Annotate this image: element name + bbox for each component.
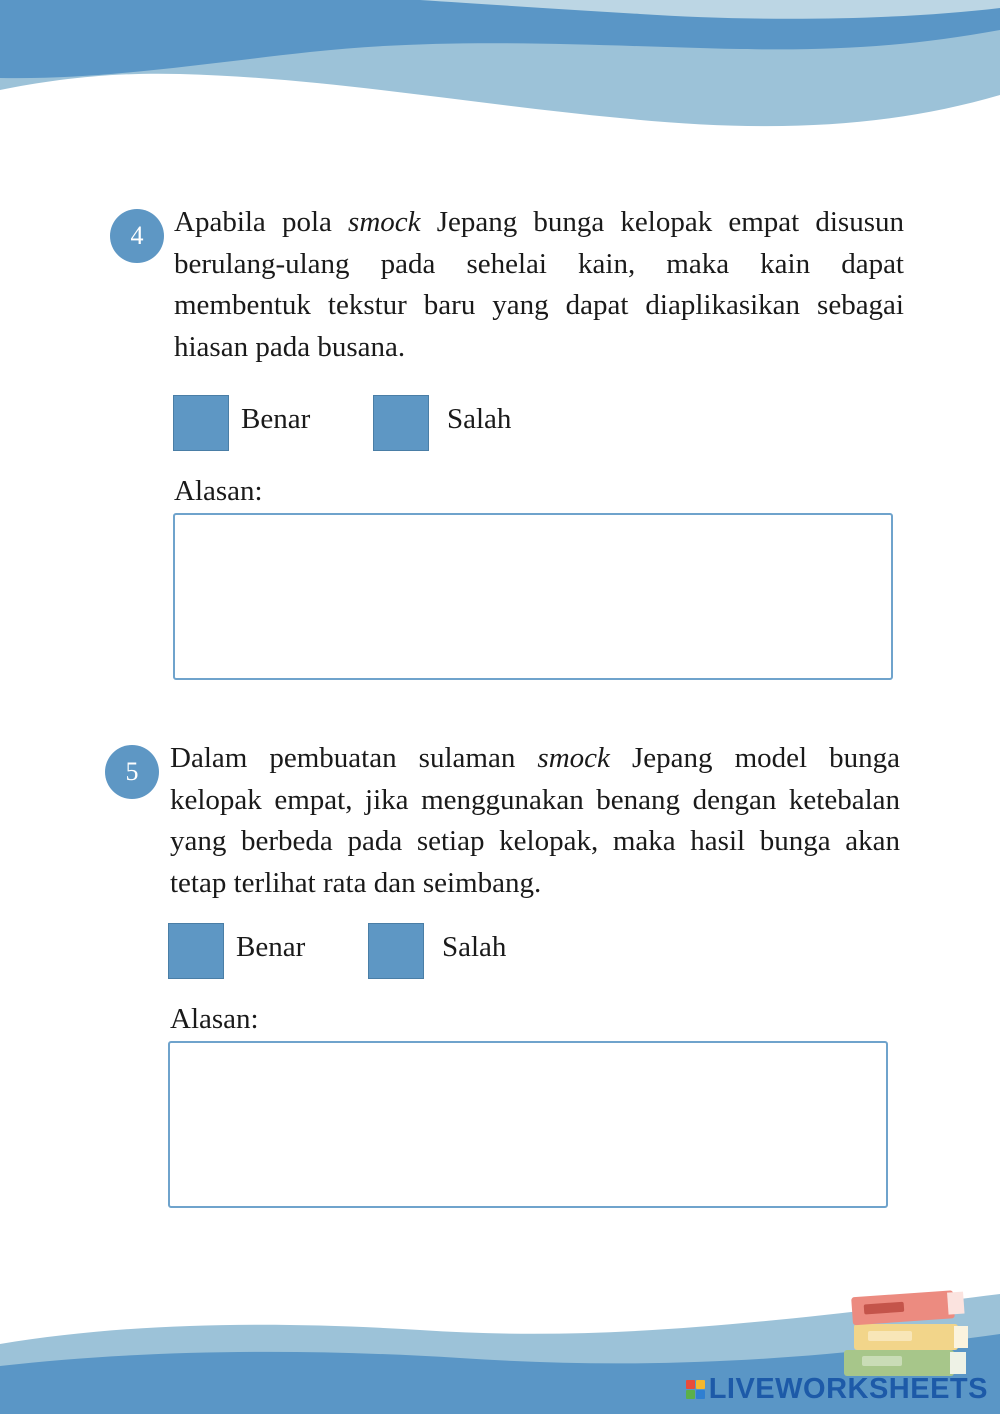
- question-text-italic: smock: [348, 206, 421, 238]
- benar-label: Benar: [241, 403, 311, 435]
- top-wave-decoration: [0, 0, 1000, 140]
- liveworksheets-watermark: [686, 1372, 988, 1406]
- question-text-start: Apabila pola: [174, 206, 349, 238]
- salah-checkbox[interactable]: [373, 395, 429, 451]
- question-number-badge: 4: [110, 209, 164, 263]
- question-text: [174, 202, 904, 368]
- watermark-text: LIVEWORKSHEETS: [708, 1372, 988, 1405]
- salah-checkbox[interactable]: [368, 923, 424, 979]
- question-number-badge: 5: [105, 745, 159, 799]
- benar-checkbox[interactable]: [168, 923, 224, 979]
- question-text-end: Jepang bunga kelopak empat disusun berulang-ulang pada sehelai kain, maka kain dapat membentuk tekstur baru yang dapat diaplikasikan sebagai hiasan pada busana.: [174, 206, 904, 363]
- question-text: [170, 738, 900, 904]
- question-text-end: Jepang model bunga kelopak empat, jika menggunakan benang dengan ketebalan yang berbeda pada setiap kelopak, maka hasil bunga akan tetap terlihat rata dan seimbang.: [170, 742, 900, 899]
- salah-label: Salah: [447, 403, 512, 435]
- benar-checkbox[interactable]: [173, 395, 229, 451]
- reason-answer-field[interactable]: [168, 1041, 888, 1208]
- benar-label: Benar: [236, 931, 306, 963]
- liveworksheets-logo-icon: [686, 1380, 705, 1399]
- reason-answer-field[interactable]: [173, 513, 893, 680]
- reason-label: Alasan:: [170, 1003, 259, 1035]
- books-illustration: [840, 1284, 972, 1384]
- salah-label: Salah: [442, 931, 507, 963]
- reason-label: Alasan:: [174, 475, 263, 507]
- question-text-start: Dalam pembuatan sulaman: [170, 742, 538, 774]
- question-text-italic: smock: [537, 742, 610, 774]
